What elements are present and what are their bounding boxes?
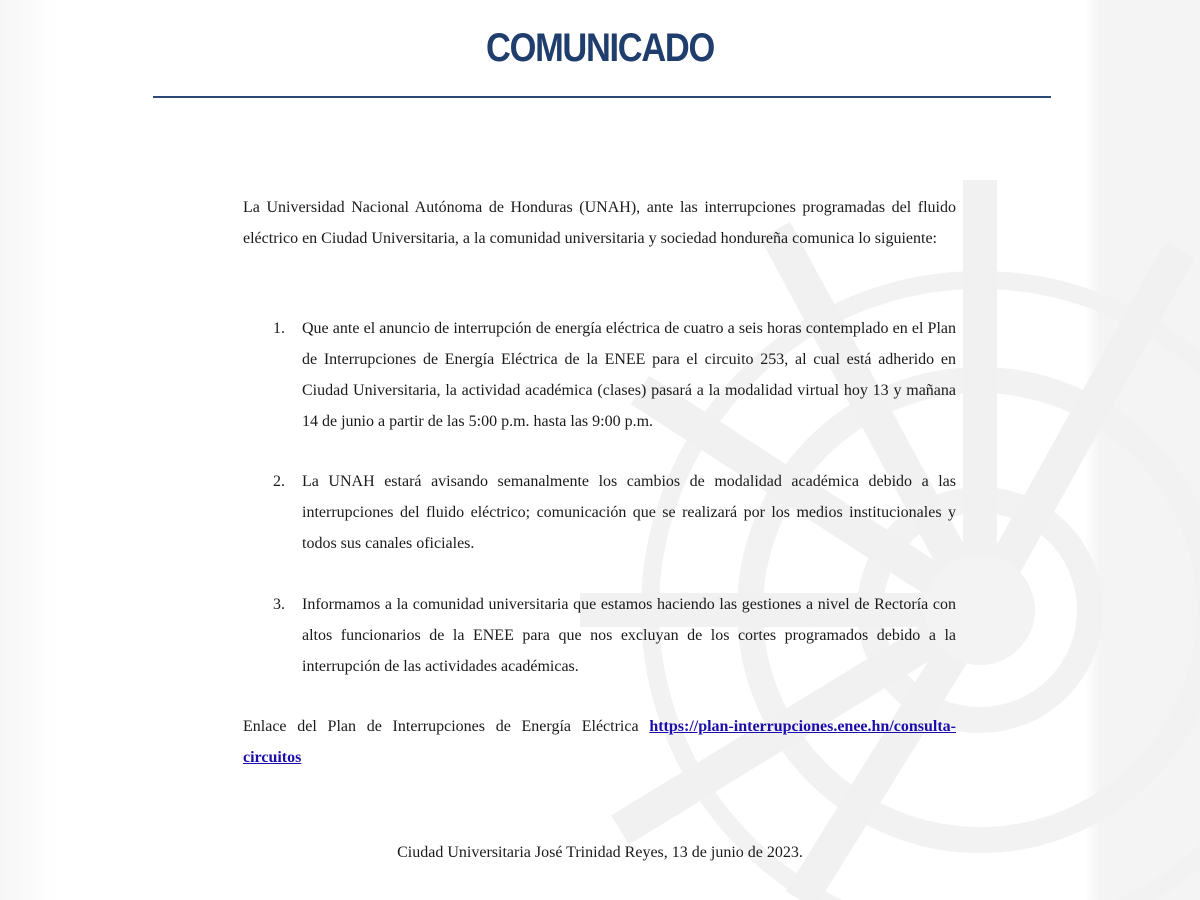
list-item — [243, 466, 956, 559]
list-item-number: 2. — [273, 473, 285, 490]
page-title: COMUNICADO — [486, 26, 714, 70]
plan-interrupciones-link[interactable]: https://plan-interrupciones.enee.hn/consulta-circuitos — [243, 718, 956, 766]
title-divider — [153, 96, 1051, 98]
list-item-text: Que ante el anuncio de interrupción de energía eléctrica de cuatro a seis horas contemplado en el Plan de Interrupciones de Energía Eléctrica de la ENEE para el circuito 253, al cual está adherido en Ciudad Universitaria, la actividad académica (clases) pasará a la modalidad virtual hoy 13 y mañana 14 de junio a partir de las 5:00 p.m. hasta las 9:00 p.m. — [302, 320, 956, 430]
list-item-number: 1. — [273, 320, 285, 337]
link-prefix: Enlace del Plan de Interrupciones de Energía Eléctrica — [243, 718, 639, 735]
place-date-footer: Ciudad Universitaria José Trinidad Reyes, 13 de junio de 2023. — [397, 844, 803, 861]
list-item-text: Informamos a la comunidad universitaria que estamos haciendo las gestiones a nivel de Rectoría con altos funcionarios de la ENEE para que nos excluyan de los cortes programados debido a la interrupción de las actividades académicas. — [302, 596, 956, 675]
intro-paragraph: La Universidad Nacional Autónoma de Honduras (UNAH), ante las interrupciones programadas del fluido eléctrico en Ciudad Universitaria, a la comunidad universitaria y sociedad hondureña comunica lo siguiente: — [243, 199, 956, 247]
list-item — [243, 313, 956, 437]
intro-paragraph-container — [243, 192, 956, 254]
list-item — [243, 589, 956, 682]
link-paragraph — [243, 711, 956, 773]
list-item-text: La UNAH estará avisando semanalmente los cambios de modalidad académica debido a las interrupciones del fluido eléctrico; comunicación que se realizará por los medios institucionales y todos sus canales oficiales. — [302, 473, 956, 552]
list-item-number: 3. — [273, 596, 285, 613]
